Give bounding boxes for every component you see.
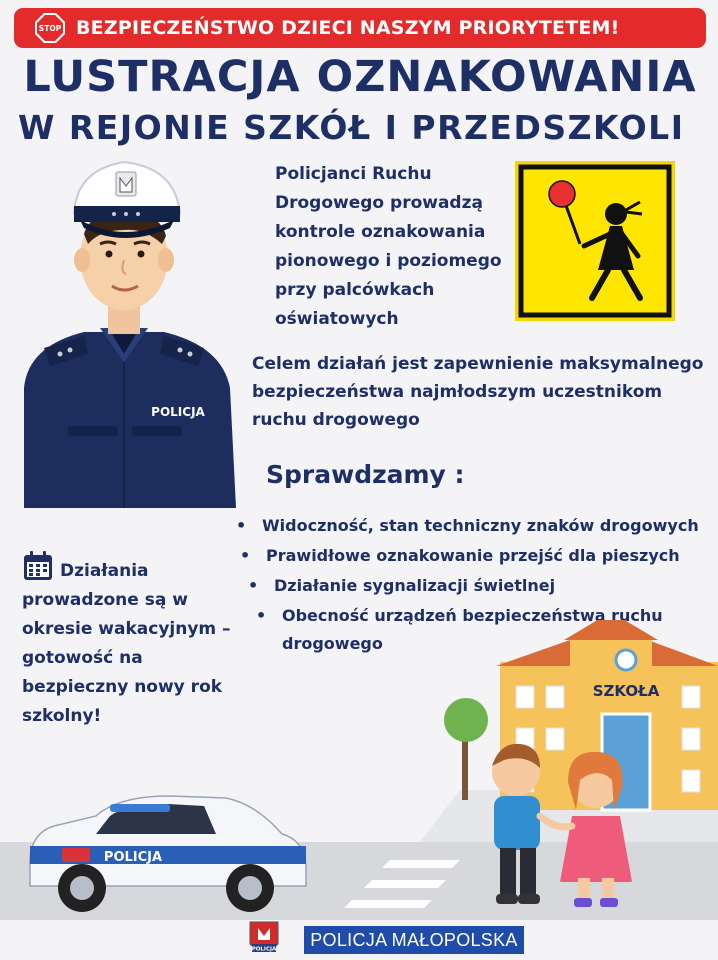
period-line: okresie wakacyjnym – <box>22 619 231 639</box>
checklist-heading: Sprawdzamy : <box>266 460 465 489</box>
intro-line: kontrole oznakowania <box>275 222 486 242</box>
street-scene-illustration <box>0 620 718 920</box>
police-officer-illustration <box>4 148 244 508</box>
footer-brand: POLICJA MAŁOPOLSKA <box>304 926 524 954</box>
intro-line: pionowego i poziomego <box>275 251 502 271</box>
bullet-icon: • <box>236 516 247 535</box>
checklist-item: • Obecność urządzeń bezpieczeństwa ruchu <box>256 604 663 628</box>
bullet-icon: • <box>256 606 267 625</box>
page-title: LUSTRACJA OZNAKOWANIA <box>23 52 697 102</box>
banner-headline: BEZPIECZEŃSTWO DZIECI NASZYM PRIORYTETEM! <box>76 17 620 39</box>
checklist-item: • Widoczność, stan techniczny znaków drogowych <box>236 514 699 538</box>
goal-line: bezpieczeństwa najmłodszym uczestnikom <box>252 382 663 402</box>
goal-line: Celem działań jest zapewnienie maksymalnego <box>252 354 704 374</box>
officer-badge-text: POLICJA <box>151 405 205 419</box>
period-line: Działania <box>22 550 244 586</box>
school-label: SZKOŁA <box>592 682 660 700</box>
intro-line: oświatowych <box>275 309 399 329</box>
intro-line: Policjanci Ruchu <box>275 164 432 184</box>
period-line: prowadzone są w <box>22 590 188 610</box>
intro-line: przy palcówkach <box>275 280 435 300</box>
top-banner <box>14 8 706 48</box>
period-line: gotowość na <box>22 648 143 668</box>
car-label: POLICJA <box>103 850 163 865</box>
goal-paragraph <box>252 350 712 434</box>
period-line: szkolny! <box>22 706 102 726</box>
bullet-icon: • <box>248 576 259 595</box>
logo-label: POLICJA <box>251 946 277 953</box>
checklist-item: • Prawidłowe oznakowanie przejść dla pieszych <box>240 544 680 568</box>
stop-label: STOP <box>38 24 62 33</box>
bullet-icon: • <box>240 546 251 565</box>
police-emblem-logo <box>244 918 284 958</box>
children-crossing-sign-icon <box>514 160 676 322</box>
intro-line: Drogowego prowadzą <box>275 193 483 213</box>
stop-sign-icon <box>34 12 66 44</box>
goal-line: ruchu drogowego <box>252 410 420 430</box>
checklist-item-continuation: drogowego <box>282 634 383 653</box>
intro-paragraph <box>275 160 505 334</box>
page-subtitle: W REJONIE SZKÓŁ I PRZEDSZKOLI <box>18 108 685 147</box>
calendar-icon <box>22 550 54 582</box>
period-line: bezpieczny nowy rok <box>22 677 223 697</box>
checklist-item: • Działanie sygnalizacji świetlnej <box>248 574 555 598</box>
